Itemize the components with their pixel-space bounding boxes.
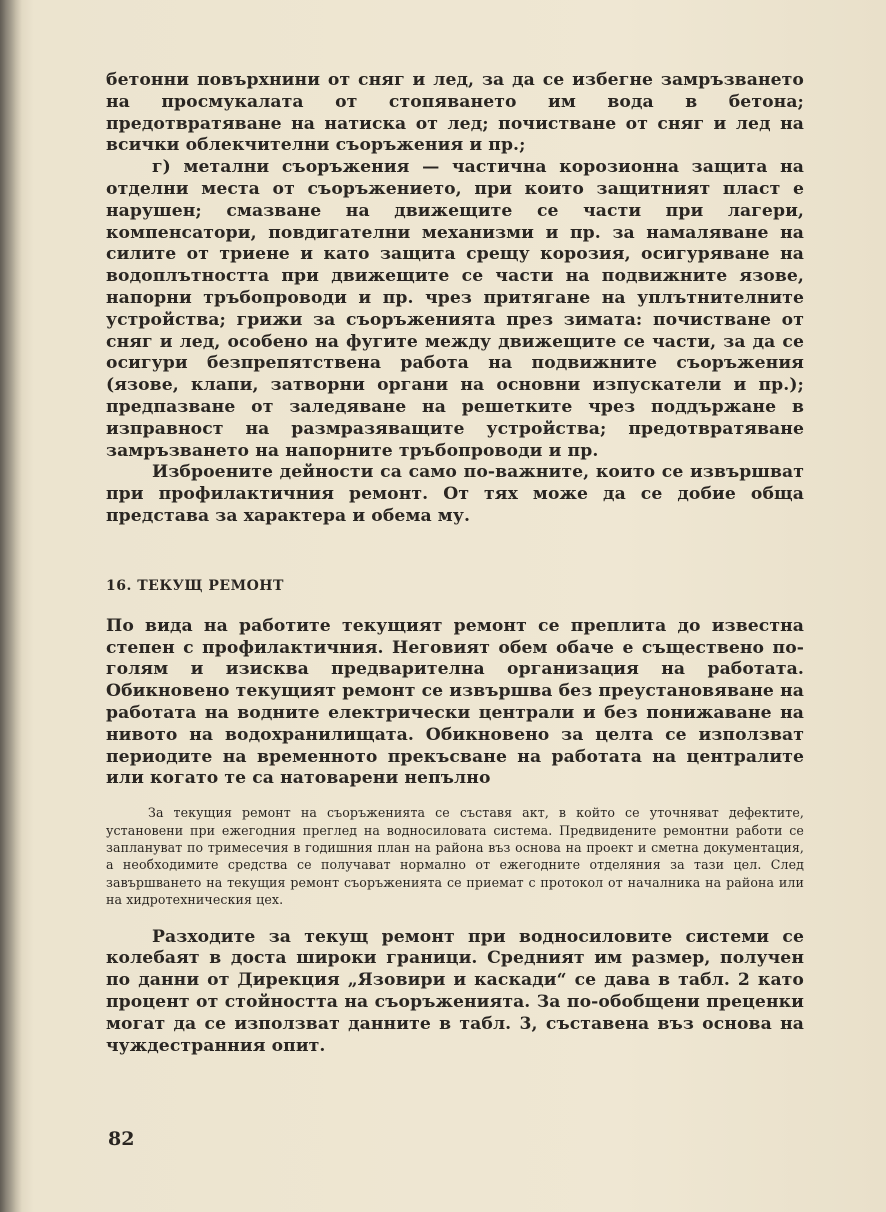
page-content: [106, 70, 804, 1057]
paragraph-continuation: бетонни повърхнини от сняг и лед, за да се избегне замръзването на просмукалата от стопяването им вода в бетона; предотвратяване на натиска от лед; почистване от сняг и лед на всички облекчителни съоръжения и пр.;: [106, 70, 804, 156]
paragraph-current-repair: По вида на работите текущият ремонт се преплита до известна степен с профилактичния. Неговият обем обаче е съществено по-голям и изисква предварителна организация на работата. Обикновено текущият ремонт се извършва без преустановяване на работата на водните електрически централи и без понижаване на нивото на водохранилищата. Обикновено за целта се използват периодите на временното прекъсване на работата на централите или когато те са натоварени непълно: [106, 615, 804, 789]
paragraph-costs: Разходите за текущ ремонт при водносиловите системи се колебаят в доста широки граници. Средният им размер, получен по данни от Дирекция „Язовири и каскади“ се дава в табл. 2 като процент от стойността на съоръженията. За по-обобщени преценки могат да се използват данните в табл. 3, съставена въз основа на чуждестранния опит.: [106, 926, 804, 1056]
page-number: 82: [108, 1128, 135, 1150]
paragraph-summary: Изброените дейности са само по-важните, които се извършват при профилактичния ремонт. От тях може да се добие обща представа за характера и обема му.: [106, 462, 804, 526]
paragraph-metal-structures: г) метални съоръжения — частична корозионна защита на отделни места от съоръжението, при които защитният пласт е нарушен; смазване на движещите се части при лагери, компенсатори, повдигателни механизми и пр. за намаляване на силите от триене и като защита срещу корозия, осигуряване на водоплътността при движещите се части на подвижните язове, напорни тръбопроводи и пр. чрез притягане на уплътнителните устройства; грижи за съоръженията през зимата: почистване от сняг и лед, особено на фугите между движещите се части, за да се осигури безпрепятствена работа на подвижните съоръжения (язове, клапи, затворни органи на основни изпускатели и пр.); предпазване от заледяване на решетките чрез поддържане в изправност на размразяващите устройства; предотвратяване замръзването на напорните тръбопроводи и пр.: [106, 157, 804, 461]
section-heading: 16. ТЕКУЩ РЕМОНТ: [106, 577, 284, 594]
paragraph-note-small: За текущия ремонт на съоръженията се съставя акт, в който се уточняват дефектите, установени при ежегодния преглед на водносиловата система. Предвидените ремонтни работи се запланyват по тримесечия в годишния план на района въз основа на проект и сметна документация, а необходимите средства се получават нормално от ежегодните отделяния за тази цел. След завършването на текущия ремонт съоръженията се приемат с протокол от началника на района или на хидротехническия цех.: [106, 805, 804, 908]
binding-shadow: [0, 0, 22, 1212]
